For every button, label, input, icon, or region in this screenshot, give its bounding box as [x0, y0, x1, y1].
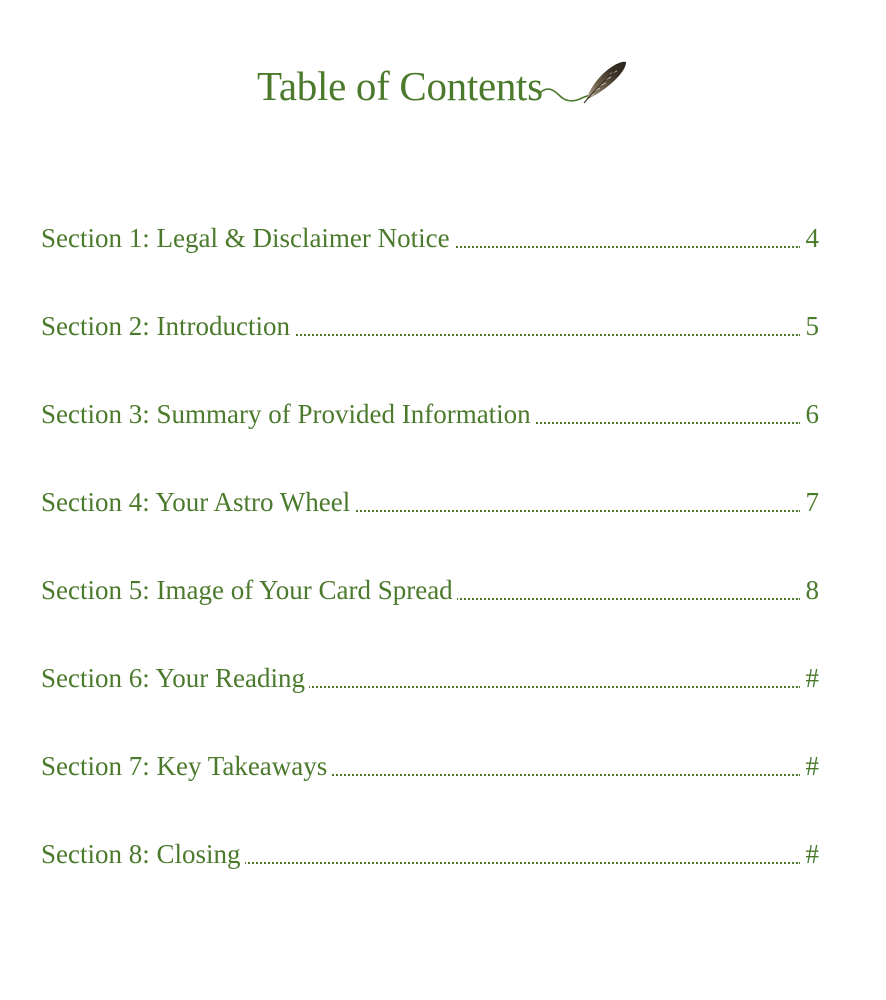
page-title: Table of Contents: [257, 63, 543, 109]
toc-entry-page: 5: [800, 306, 820, 346]
toc-entry-page: #: [800, 658, 820, 698]
toc-entry-label: Section 4: Your Astro Wheel: [41, 487, 354, 517]
toc-entry-page: #: [800, 834, 820, 874]
toc-entry-page: 8: [800, 570, 820, 610]
toc-entry-label: Section 2: Introduction: [41, 311, 294, 341]
toc-entry-label: Section 6: Your Reading: [41, 663, 309, 693]
page-header: [0, 58, 886, 118]
toc-entry-page: 4: [800, 218, 820, 258]
toc-entry-section-4[interactable]: [41, 482, 831, 570]
toc-entry-section-3[interactable]: [41, 394, 831, 482]
toc-entry-section-1[interactable]: [41, 218, 831, 306]
toc-entry-section-7[interactable]: [41, 746, 831, 834]
toc-entry-label: Section 7: Key Takeaways: [41, 751, 331, 781]
toc-entry-label: Section 5: Image of Your Card Spread: [41, 575, 457, 605]
toc-entry-section-8[interactable]: [41, 834, 831, 922]
toc-entry-page: #: [800, 746, 820, 786]
toc-entry-section-2[interactable]: [41, 306, 831, 394]
toc-entry-section-5[interactable]: [41, 570, 831, 658]
feather-icon: [580, 58, 630, 104]
toc-entry-label: Section 3: Summary of Provided Information: [41, 399, 535, 429]
toc-entry-page: 7: [800, 482, 820, 522]
toc-entry-page: 6: [800, 394, 820, 434]
toc-entry-section-6[interactable]: [41, 658, 831, 746]
table-of-contents: [41, 218, 831, 922]
toc-entry-label: Section 1: Legal & Disclaimer Notice: [41, 223, 454, 253]
toc-entry-label: Section 8: Closing: [41, 839, 245, 869]
